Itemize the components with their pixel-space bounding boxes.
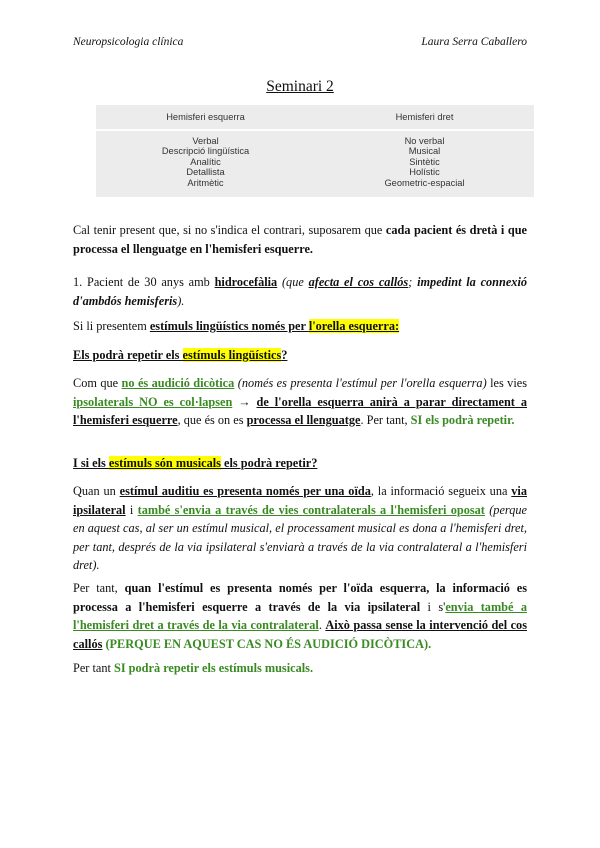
answer-2-paragraph: Quan un estímul auditiu es presenta només per una oïda, la informació segueix una via ipsilateral i també s'envia a través de vies contralaterals a l'hemisferi oposat (perque en aquest cas, al ser un estímul musical, el processament musical es dona a l'hemisferi dret, per tant, després de la via ipsilateral s'enviarà a través de la via contralateral a l'hemisferi dret). bbox=[73, 484, 527, 572]
table-cell: Sintètic bbox=[409, 156, 440, 167]
hemisphere-table bbox=[96, 105, 534, 197]
question-1: Els podrà repetir els estímuls lingüístics? bbox=[73, 348, 288, 362]
table-cell: Geometric-espacial bbox=[384, 177, 465, 188]
table-cell: Detallista bbox=[186, 167, 225, 178]
header-author: Laura Serra Caballero bbox=[421, 36, 527, 48]
case-1-paragraph: 1. Pacient de 30 anys amb hidrocefàlia (que afecta el cos callós; impedint la connexió d'ambdós hemisferis). bbox=[73, 275, 528, 308]
table-column-left bbox=[96, 136, 315, 188]
question-2: I si els estímuls són musicals els podrà repetir? bbox=[73, 456, 318, 470]
conclusion: Per tant SI podrà repetir els estímuls musicals. bbox=[73, 661, 314, 675]
page-title: Seminari 2 bbox=[266, 78, 334, 95]
answer-1-paragraph: Com que no és audició dicòtica (només es presenta l'estímul per l'orella esquerra) les vies ipsolaterals NO es col·lapsen → de l'orella esquerra anirà a parar directament a l'hemisferi esquerre, que és on es processa el llenguatge. Per tant, SI els podrà repetir. bbox=[73, 376, 528, 427]
stimulus-condition: Si li presentem estímuls lingüístics només per l'orella esquerra: bbox=[73, 319, 400, 333]
table-column-right bbox=[315, 136, 534, 188]
table-header-left: Hemisferi esquerra bbox=[166, 112, 245, 122]
table-header-right: Hemisferi dret bbox=[395, 112, 454, 122]
table-cell: No verbal bbox=[404, 136, 445, 146]
table-cell: Musical bbox=[408, 146, 441, 157]
intro-paragraph: Cal tenir present que, si no s'indica el contrari, suposarem que cada pacient és dretà i que processa el llenguatge en l'hemisferi esquerre. bbox=[73, 223, 527, 256]
table-cell: Descripció lingüística bbox=[161, 146, 250, 157]
table-cell: Holístic bbox=[409, 167, 440, 178]
header-course: Neuropsicologia clínica bbox=[73, 36, 184, 48]
table-cell: Verbal bbox=[192, 136, 219, 146]
table-cell: Aritmètic bbox=[187, 177, 224, 188]
table-cell: Analític bbox=[190, 156, 221, 167]
answer-3-paragraph: Per tant, quan l'estímul es presenta només per l'oïda esquerra, la informació es processa a l'hemisferi esquerre a través de la via ipsilateral i s'envia també a l'hemisferi dret a través de la via contralateral. Això passa sense la intervenció del cos callós (PERQUE EN AQUEST CAS NO ÉS AUDICIÓ DICÒTICA). bbox=[73, 581, 528, 651]
table-divider bbox=[96, 129, 534, 131]
